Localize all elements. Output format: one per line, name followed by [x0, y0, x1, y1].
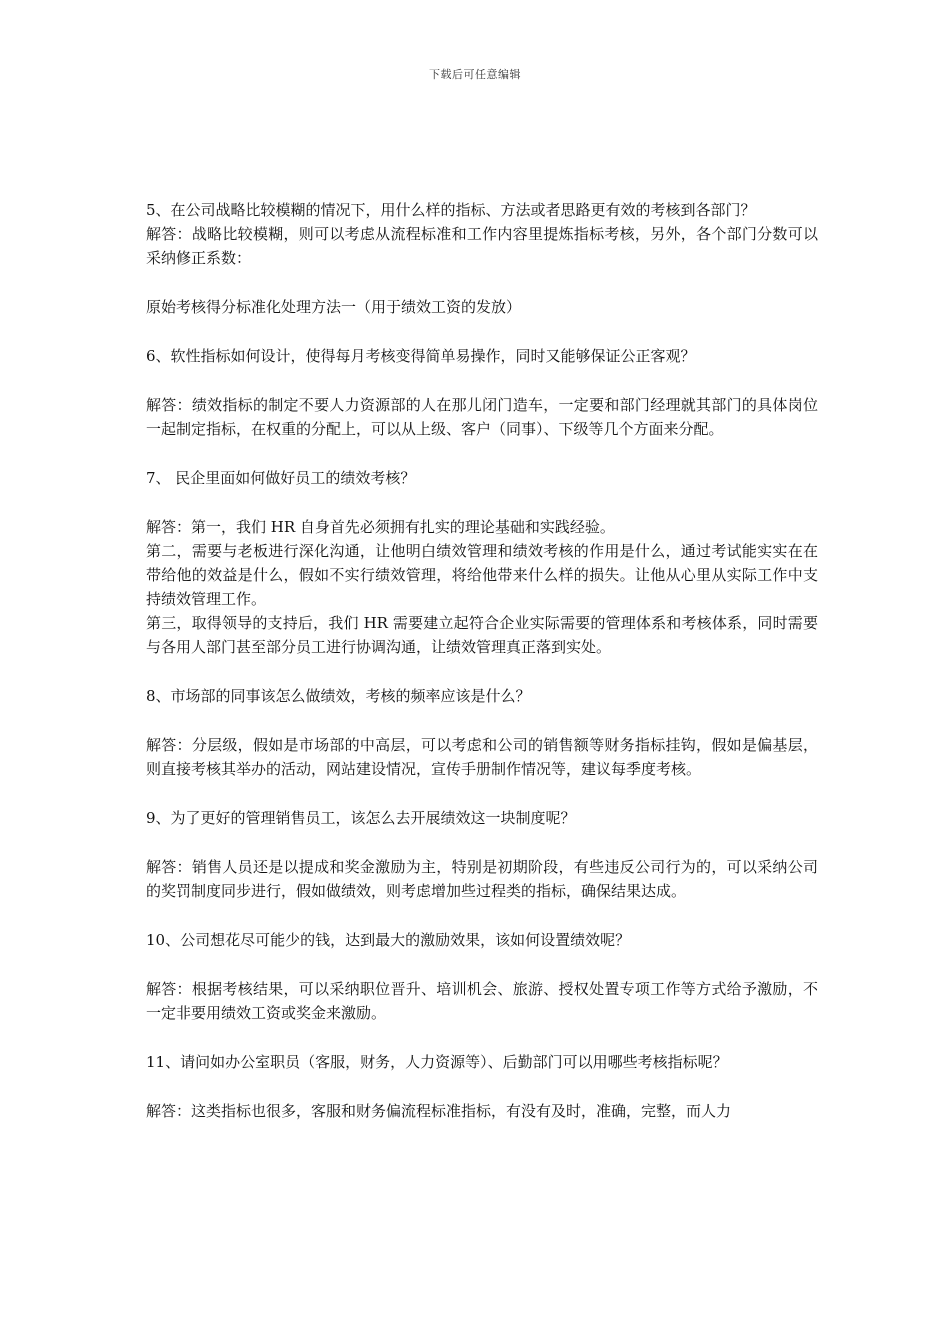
question-11: 11、请问如办公室职员（客服，财务，人力资源等）、后勤部门可以用哪些考核指标呢？ [146, 1053, 728, 1071]
question-7: 7、 民企里面如何做好员工的绩效考核？ [146, 469, 416, 487]
question-6: 6、软性指标如何设计，使得每月考核变得简单易操作，同时又能够保证公正客观？ [146, 347, 696, 365]
question-9: 9、为了更好的管理销售员工，该怎么去开展绩效这一块制度呢？ [146, 809, 576, 827]
answer-10: 解答：根据考核结果，可以采纳职位晋升、培训机会、旅游、授权处置专项工作等方式给予激励，不一定非要用绩效工资或奖金来激励。 [146, 980, 818, 1022]
answer-11: 解答：这类指标也很多，客服和财务偏流程标准指标，有没有及时，准确，完整，而人力 [146, 1102, 732, 1120]
answer-9: 解答：销售人员还是以提成和奖金激励为主，特别是初期阶段，有些违反公司行为的，可以采纳公司的奖罚制度同步进行，假如做绩效，则考虑增加些过程类的指标，确保结果达成。 [146, 858, 818, 900]
answer-5: 解答：战略比较模糊，则可以考虑从流程标准和工作内容里提炼指标考核，另外，各个部门分数可以采纳修正系数： [146, 225, 818, 267]
document-body [146, 198, 818, 1123]
page-header-note: 下载后可任意编辑 [429, 68, 521, 81]
question-8: 8、市场部的同事该怎么做绩效，考核的频率应该是什么？ [146, 687, 531, 705]
answer-7-part-3: 第三，取得领导的支持后，我们 HR 需要建立起符合企业实际需要的管理体系和考核体系，同时需要与各用人部门甚至部分员工进行协调沟通，让绩效管理真正落到实处。 [146, 614, 818, 656]
question-10: 10、公司想花尽可能少的钱，达到最大的激励效果，该如何设置绩效呢？ [146, 931, 631, 949]
question-5: 5、在公司战略比较模糊的情况下，用什么样的指标、方法或者思路更有效的考核到各部门？ [146, 201, 756, 219]
answer-5-method: 原始考核得分标准化处理方法一（用于绩效工资的发放） [146, 298, 522, 316]
answer-6: 解答：绩效指标的制定不要人力资源部的人在那儿闭门造车，一定要和部门经理就其部门的具体岗位一起制定指标，在权重的分配上，可以从上级、客户（同事）、下级等几个方面来分配。 [146, 396, 818, 438]
answer-7-part-1: 解答：第一，我们 HR 自身首先必须拥有扎实的理论基础和实践经验。 [146, 518, 615, 536]
answer-7-part-2: 第二，需要与老板进行深化沟通，让他明白绩效管理和绩效考核的作用是什么，通过考试能实实在在带给他的效益是什么，假如不实行绩效管理，将给他带来什么样的损失。让他从心里从实际工作中支持绩效管理工作。 [146, 542, 818, 608]
answer-8: 解答：分层级，假如是市场部的中高层，可以考虑和公司的销售额等财务指标挂钩，假如是偏基层，则直接考核其举办的活动，网站建设情况，宣传手册制作情况等，建议每季度考核。 [146, 736, 818, 778]
